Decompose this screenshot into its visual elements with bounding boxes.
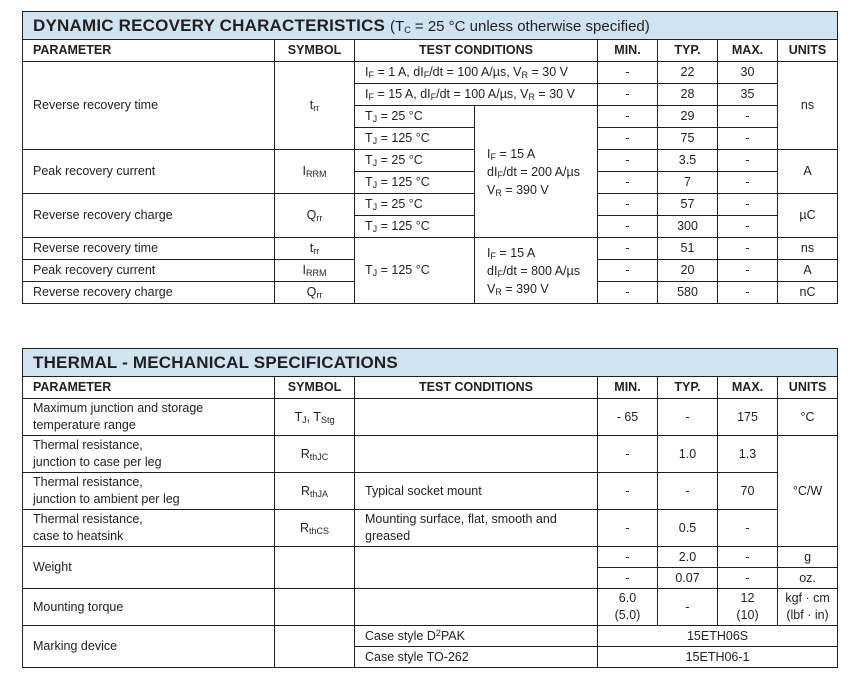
symbol-cell: [275, 626, 355, 668]
param-cell: Peak recovery current: [23, 150, 275, 194]
tj-cell: $T_J = 125$ °C: [355, 238, 475, 304]
dynamic-table-title: DYNAMIC RECOVERY CHARACTERISTICS ($T_C = 25$ °C unless otherwise specified): [23, 12, 838, 40]
min-cell: -: [598, 473, 658, 510]
unit-cell: kgf · cm (lbf · in): [778, 589, 838, 626]
param-cell: Maximum junction and storage temperature range: [23, 399, 275, 436]
typ-cell: 20: [658, 260, 718, 282]
thermal-table-title: THERMAL - MECHANICAL SPECIFICATIONS: [23, 349, 838, 377]
table-row: [23, 473, 838, 510]
table-row: [23, 436, 838, 473]
typ-cell: 580: [658, 282, 718, 304]
symbol-cell: $Q_{rr}$: [275, 194, 355, 238]
unit-cell: nC: [778, 282, 838, 304]
typ-cell: 75: [658, 128, 718, 150]
header-min: MIN.: [598, 377, 658, 399]
max-cell: -: [718, 260, 778, 282]
unit-cell: ns: [778, 238, 838, 260]
symbol-cell: $I_{RRM}$: [275, 260, 355, 282]
condition-cell: Typical socket mount: [355, 473, 598, 510]
min-cell: -: [598, 510, 658, 547]
condition-cell: Case style TO-262: [355, 647, 598, 668]
condition-cell: $I_F = 1$ A, $dI_F/dt = 100$ A/µs, $V_R = 30$ V: [355, 62, 598, 84]
param-cell: Marking device: [23, 626, 275, 668]
tj-cell: $T_J = 125$ °C: [355, 128, 475, 150]
typ-cell: -: [658, 473, 718, 510]
param-cell: Thermal resistance, junction to ambient per leg: [23, 473, 275, 510]
min-cell: - 65: [598, 399, 658, 436]
unit-cell: °C/W: [778, 436, 838, 547]
typ-cell: 22: [658, 62, 718, 84]
symbol-cell: $I_{RRM}$: [275, 150, 355, 194]
typ-cell: 7: [658, 172, 718, 194]
min-cell: -: [598, 194, 658, 216]
unit-cell: µC: [778, 194, 838, 238]
unit-cell: A: [778, 260, 838, 282]
min-cell: 6.0 (5.0): [598, 589, 658, 626]
symbol-cell: $T_J$, $T_{Stg}$: [275, 399, 355, 436]
table-row: [23, 626, 838, 647]
header-conditions: TEST CONDITIONS: [355, 40, 598, 62]
min-cell: -: [598, 106, 658, 128]
typ-cell: -: [658, 589, 718, 626]
symbol-cell: [275, 589, 355, 626]
header-typ: TYP.: [658, 377, 718, 399]
max-cell: -: [718, 194, 778, 216]
header-symbol: SYMBOL: [275, 377, 355, 399]
table-row: [23, 589, 838, 626]
typ-cell: 300: [658, 216, 718, 238]
min-cell: -: [598, 150, 658, 172]
tj-cell: $T_J = 25$ °C: [355, 194, 475, 216]
param-cell: Thermal resistance, case to heatsink: [23, 510, 275, 547]
condition-group-b: $I_F = 15$ A $dI_F/dt = 800$ A/µs $V_R = 390$ V: [475, 238, 598, 304]
header-typ: TYP.: [658, 40, 718, 62]
max-cell: 175: [718, 399, 778, 436]
dynamic-header-row: [23, 40, 838, 62]
min-cell: -: [598, 238, 658, 260]
max-cell: -: [718, 547, 778, 568]
min-cell: -: [598, 568, 658, 589]
unit-cell: ns: [778, 62, 838, 150]
typ-cell: 0.07: [658, 568, 718, 589]
symbol-cell: $Q_{rr}$: [275, 282, 355, 304]
condition-cell: [355, 399, 598, 436]
param-cell: Reverse recovery charge: [23, 194, 275, 238]
marking-value: 15ETH06S: [598, 626, 838, 647]
condition-cell: [355, 436, 598, 473]
header-min: MIN.: [598, 40, 658, 62]
table-row: [23, 194, 838, 216]
max-cell: 30: [718, 62, 778, 84]
symbol-cell: $R_{thJA}$: [275, 473, 355, 510]
typ-cell: 28: [658, 84, 718, 106]
max-cell: -: [718, 238, 778, 260]
max-cell: -: [718, 106, 778, 128]
param-cell: Thermal resistance, junction to case per leg: [23, 436, 275, 473]
min-cell: -: [598, 216, 658, 238]
condition-cell: Case style $D^2PAK$: [355, 626, 598, 647]
condition-cell: [355, 547, 598, 589]
min-cell: -: [598, 62, 658, 84]
header-parameter: PARAMETER: [23, 377, 275, 399]
table-row: [23, 150, 838, 172]
max-cell: -: [718, 510, 778, 547]
min-cell: -: [598, 547, 658, 568]
max-cell: -: [718, 172, 778, 194]
typ-cell: 29: [658, 106, 718, 128]
header-conditions: TEST CONDITIONS: [355, 377, 598, 399]
unit-cell: A: [778, 150, 838, 194]
unit-cell: oz.: [778, 568, 838, 589]
min-cell: -: [598, 260, 658, 282]
param-cell: Mounting torque: [23, 589, 275, 626]
header-symbol: SYMBOL: [275, 40, 355, 62]
tj-cell: $T_J = 25$ °C: [355, 106, 475, 128]
table-row: [23, 238, 838, 260]
thermal-header-row: [23, 377, 838, 399]
max-cell: 1.3: [718, 436, 778, 473]
max-cell: 70: [718, 473, 778, 510]
symbol-cell: $t_{rr}$: [275, 62, 355, 150]
table-row: [23, 62, 838, 84]
max-cell: -: [718, 128, 778, 150]
tj-cell: $T_J = 125$ °C: [355, 172, 475, 194]
param-cell: Reverse recovery time: [23, 62, 275, 150]
typ-cell: 3.5: [658, 150, 718, 172]
condition-cell: [355, 589, 598, 626]
table-row: [23, 510, 838, 547]
table-row: [23, 547, 838, 568]
unit-cell: g: [778, 547, 838, 568]
param-cell: Peak recovery current: [23, 260, 275, 282]
min-cell: -: [598, 128, 658, 150]
typ-cell: 57: [658, 194, 718, 216]
max-cell: -: [718, 150, 778, 172]
symbol-cell: $t_{rr}$: [275, 238, 355, 260]
param-cell: Weight: [23, 547, 275, 589]
header-units: UNITS: [778, 40, 838, 62]
min-cell: -: [598, 172, 658, 194]
max-cell: -: [718, 568, 778, 589]
tj-cell: $T_J = 25$ °C: [355, 150, 475, 172]
dynamic-recovery-table: [22, 11, 838, 304]
typ-cell: 1.0: [658, 436, 718, 473]
min-cell: -: [598, 84, 658, 106]
condition-cell: $I_F = 15$ A, $dI_F/dt = 100$ A/µs, $V_R = 30$ V: [355, 84, 598, 106]
header-parameter: PARAMETER: [23, 40, 275, 62]
unit-cell: °C: [778, 399, 838, 436]
condition-group-a: $I_F = 15$ A $dI_F/dt = 200$ A/µs $V_R = 390$ V: [475, 106, 598, 238]
header-max: MAX.: [718, 377, 778, 399]
min-cell: -: [598, 282, 658, 304]
table-row: [23, 399, 838, 436]
symbol-cell: $R_{thCS}$: [275, 510, 355, 547]
param-cell: Reverse recovery time: [23, 238, 275, 260]
thermal-mechanical-table: [22, 348, 838, 668]
typ-cell: 51: [658, 238, 718, 260]
max-cell: -: [718, 282, 778, 304]
typ-cell: 2.0: [658, 547, 718, 568]
min-cell: -: [598, 436, 658, 473]
typ-cell: 0.5: [658, 510, 718, 547]
marking-value: 15ETH06-1: [598, 647, 838, 668]
tj-cell: $T_J = 125$ °C: [355, 216, 475, 238]
symbol-cell: $R_{thJC}$: [275, 436, 355, 473]
max-cell: -: [718, 216, 778, 238]
symbol-cell: [275, 547, 355, 589]
max-cell: 35: [718, 84, 778, 106]
typ-cell: -: [658, 399, 718, 436]
condition-cell: Mounting surface, flat, smooth and greased: [355, 510, 598, 547]
max-cell: 12 (10): [718, 589, 778, 626]
header-max: MAX.: [718, 40, 778, 62]
header-units: UNITS: [778, 377, 838, 399]
param-cell: Reverse recovery charge: [23, 282, 275, 304]
